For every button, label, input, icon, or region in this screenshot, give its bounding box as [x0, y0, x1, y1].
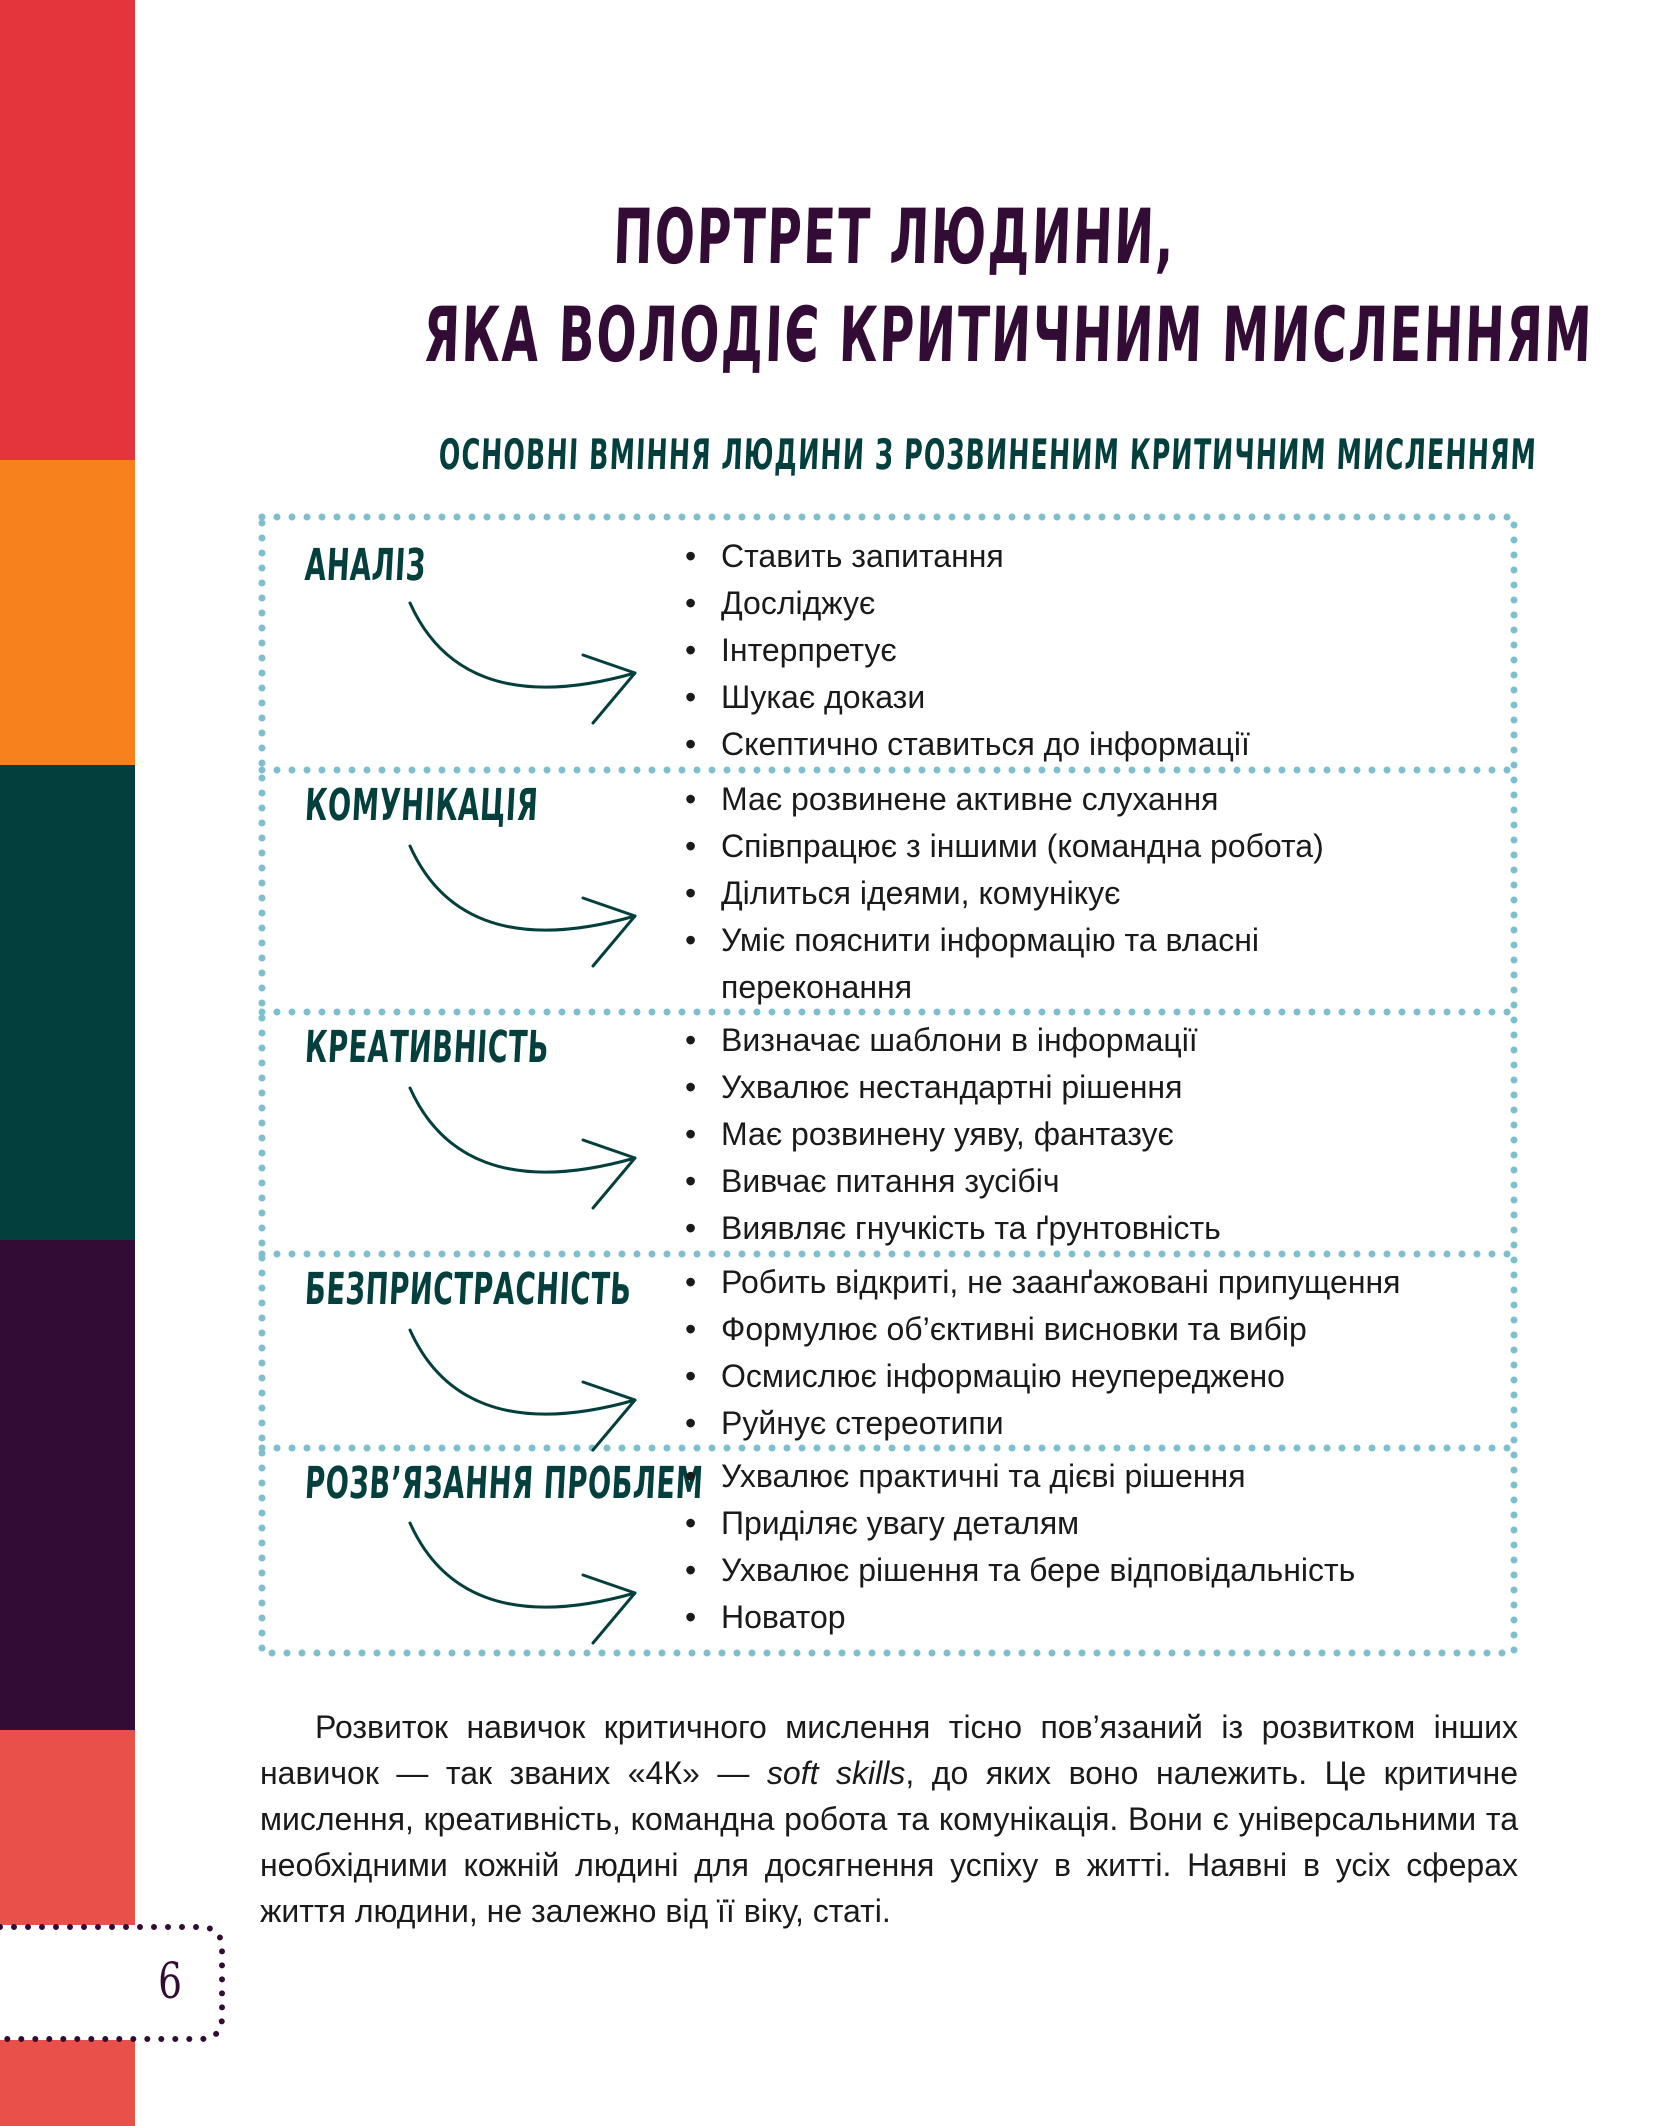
category-analysis: АНАЛІЗ: [303, 540, 428, 591]
list-item: • Приділяє увагу деталям: [685, 1500, 1355, 1547]
category-impartiality: БЕЗПРИСТРАСНІСТЬ: [303, 1264, 633, 1315]
category-problem-solving: РОЗВ’ЯЗАННЯ ПРОБЛЕМ: [303, 1458, 705, 1509]
curved-arrow-icon: [395, 1322, 645, 1462]
curved-arrow-icon: [395, 838, 645, 978]
skill-list-communication: [685, 776, 1324, 1011]
category-creativity: КРЕАТИВНІСТЬ: [303, 1022, 551, 1073]
list-item: • Співпрацює з іншими (командна робота): [685, 823, 1324, 870]
page-title-line-2: ЯКА ВОЛОДІЄ КРИТИЧНИМ МИСЛЕННЯМ: [422, 290, 1595, 379]
skill-list-problem-solving: [685, 1453, 1355, 1641]
section-subtitle: ОСНОВНІ ВМІННЯ ЛЮДИНИ З РОЗВИНЕНИМ КРИТИЧНИМ МИСЛЕННЯМ: [437, 430, 1538, 479]
list-item: • Виявляє гнучкість та ґрунтовність: [685, 1205, 1221, 1252]
list-item: • Вивчає питання зусібіч: [685, 1158, 1221, 1205]
body-paragraph: [260, 1704, 1518, 1934]
curved-arrow-icon: [395, 1080, 645, 1220]
page-title-line-1: ПОРТРЕТ ЛЮДИНИ,: [612, 192, 1177, 281]
list-item: • Осмислює інформацію неупереджено: [685, 1353, 1400, 1400]
list-item: • Ділиться ідеями, комунікує: [685, 870, 1324, 917]
list-item: • Досліджує: [685, 580, 1250, 627]
page-number-dotted-border: [0, 1915, 240, 2050]
skill-list-analysis: [685, 533, 1250, 768]
list-item: • Ухвалює практичні та дієві рішення: [685, 1453, 1355, 1500]
list-item: • Ухвалює рішення та бере відповідальність: [685, 1547, 1355, 1594]
page-number: 6: [158, 1952, 182, 2010]
skill-list-impartiality: [685, 1259, 1400, 1447]
list-item: • Робить відкриті, не заанґажовані припущення: [685, 1259, 1400, 1306]
list-item: • Визначає шаблони в інформації: [685, 1017, 1221, 1064]
category-communication: КОМУНІКАЦІЯ: [303, 780, 540, 831]
paragraph-text-2: , до яких воно належить. Це критичне мислення, креативність, командна робота та комунікація. Вони є універсальними та необхідними кожній людині для досягнення успіху в житті. Наявні в усіх сферах життя людини, не залежно від її віку, статі.: [260, 1755, 1519, 1929]
stripe-orange: [0, 460, 135, 765]
paragraph-emphasis: soft skills: [766, 1755, 906, 1791]
paragraph-text-1: Розвиток навичок критичного мислення тісно пов’язаний із розвитком інших навичок — так званих «4К» —: [260, 1709, 1518, 1791]
list-item-continuation: переконання: [721, 969, 913, 1005]
skill-list-creativity: [685, 1017, 1221, 1252]
list-item: • Скептично ставиться до інформації: [685, 721, 1250, 768]
list-item: • Новатор: [685, 1594, 1355, 1641]
list-item: • Інтерпретує: [685, 627, 1250, 674]
list-item: • Ставить запитання: [685, 533, 1250, 580]
list-item: • Шукає докази: [685, 674, 1250, 721]
curved-arrow-icon: [395, 1515, 645, 1655]
stripe-teal: [0, 765, 135, 1240]
list-item: • Формулює об’єктивні висновки та вибір: [685, 1306, 1400, 1353]
stripe-red: [0, 0, 135, 460]
curved-arrow-icon: [395, 595, 645, 735]
list-item: • Ухвалює нестандартні рішення: [685, 1064, 1221, 1111]
list-item: • Уміє пояснити інформацію та власні: [685, 917, 1324, 964]
stripe-purple: [0, 1240, 135, 1730]
list-item: • Має розвинену уяву, фантазує: [685, 1111, 1221, 1158]
list-item: • Має розвинене активне слухання: [685, 776, 1324, 823]
list-item: • Руйнує стереотипи: [685, 1400, 1400, 1447]
